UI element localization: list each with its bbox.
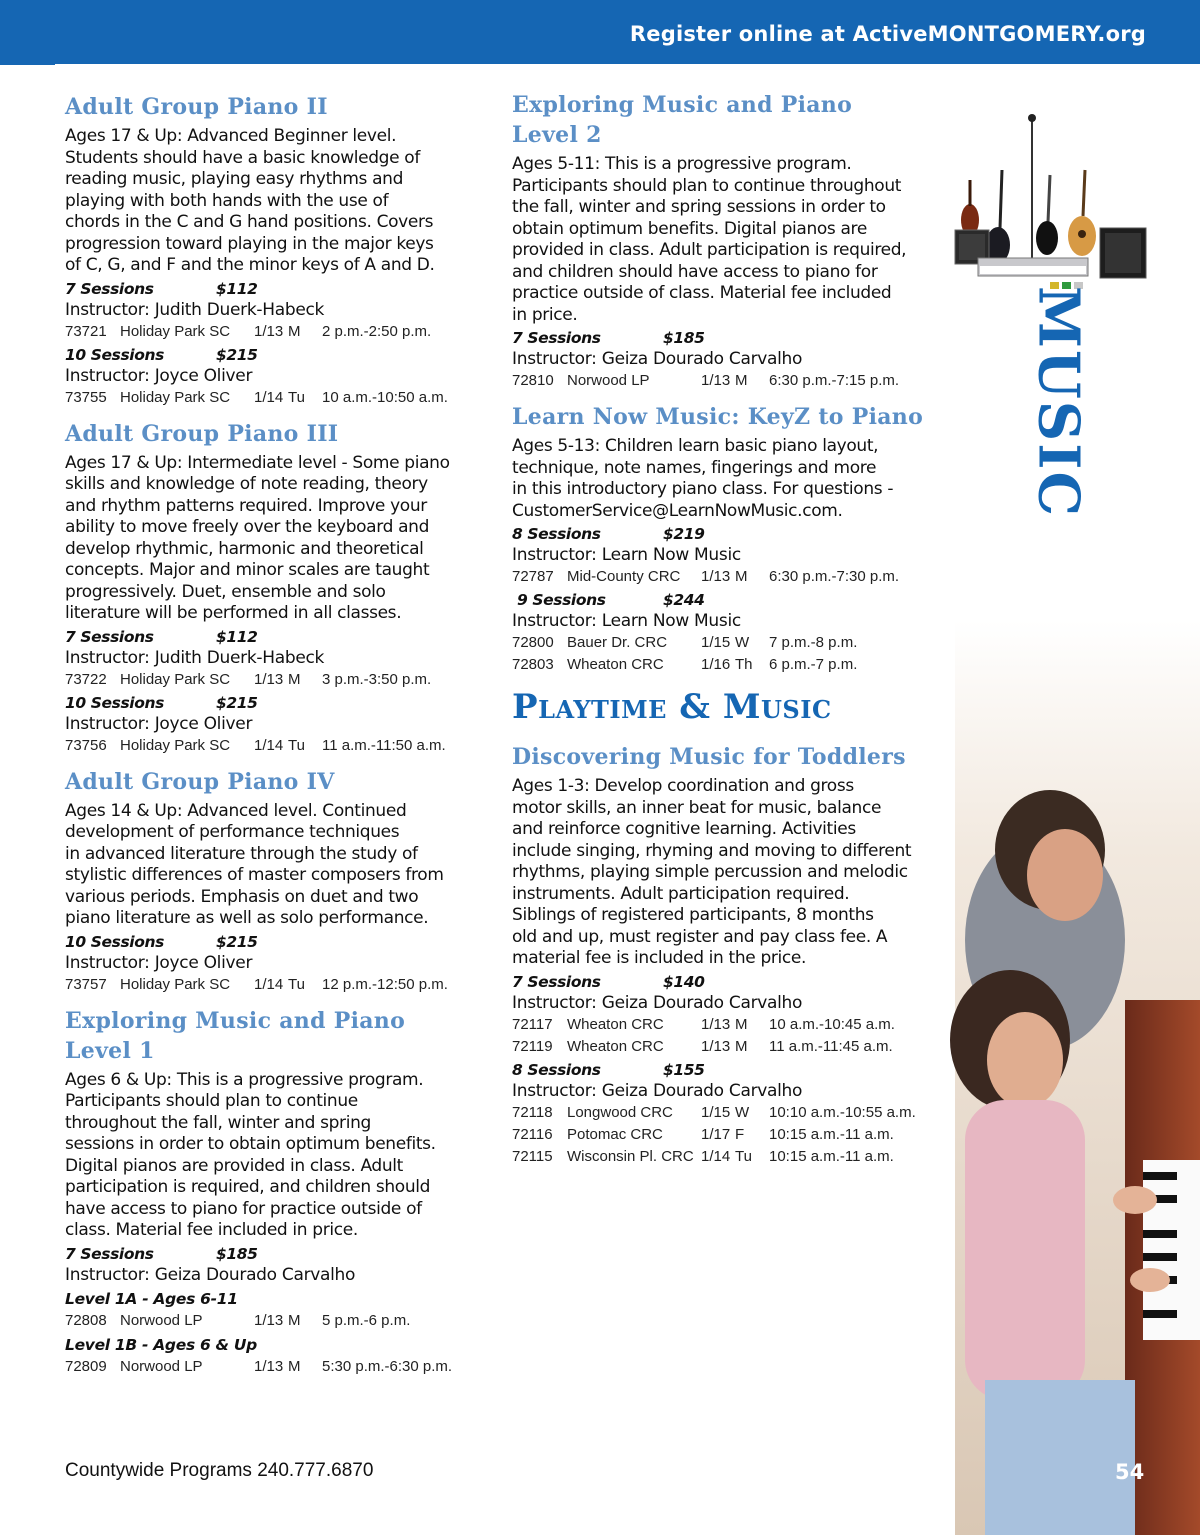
course-discovering-music-toddlers (512, 742, 942, 1168)
desc-line: Siblings of registered participants, 8 months (512, 905, 874, 925)
course-exploring-level-2 (512, 90, 942, 392)
title-line: Exploring Music and Piano (512, 92, 853, 118)
class-code: 72119 (512, 1037, 553, 1055)
class-location: Holiday Park SC (120, 975, 231, 993)
desc-line: technique, note names, fingerings and more (512, 457, 877, 478)
desc-line: Participants should plan to continue throughout (512, 175, 902, 196)
level-label: Level 1A - Ages 6-11 (65, 1289, 238, 1308)
instructor: Instructor: Geiza Dourado Carvalho (512, 992, 803, 1013)
desc-line: participation is required, and children should (65, 1177, 431, 1197)
course-title (65, 1006, 477, 1066)
course-adult-piano-4 (65, 767, 477, 996)
session-info (65, 627, 477, 648)
class-row (65, 735, 477, 757)
class-date: 1/13 (254, 322, 284, 340)
class-row (65, 321, 477, 343)
level-label: Level 1B - Ages 6 & Up (65, 1335, 257, 1354)
desc-line: sessions in order to obtain optimum benefits. (65, 1134, 436, 1154)
left-column (65, 92, 477, 1388)
session-price: $215 (216, 693, 258, 712)
class-row (65, 387, 477, 409)
class-day: W (735, 634, 750, 651)
class-location: Bauer Dr. CRC (567, 634, 668, 651)
class-location: Norwood LP (567, 372, 650, 389)
class-time: 10:15 a.m.-11 a.m. (769, 1125, 894, 1143)
email-link[interactable]: CustomerService@LearnNowMusic.com. (512, 500, 843, 521)
session-count: 10 Sessions (65, 693, 164, 712)
session-info (65, 693, 477, 714)
desc-line: stylistic differences of master composers from (65, 865, 444, 885)
desc-line: ability to move freely over the keyboard and (65, 517, 430, 537)
class-code: 72810 (512, 372, 554, 389)
desc-line: the fall, winter and spring sessions in order to (512, 197, 886, 217)
class-time: 10 a.m.-10:50 a.m. (322, 388, 448, 406)
class-day: M (288, 322, 301, 340)
desc-line: Ages 14 & Up: Advanced level. Continued (65, 800, 407, 821)
course-title (512, 90, 942, 150)
class-date: 1/13 (254, 1357, 284, 1375)
class-time: 6:30 p.m.-7:15 p.m. (769, 372, 900, 389)
class-date: 1/14 (254, 388, 284, 406)
class-date: 1/14 (254, 736, 284, 754)
desc-line: and reinforce cognitive learning. Activities (512, 819, 856, 839)
class-code: 73755 (65, 388, 107, 406)
class-day: Tu (735, 1147, 752, 1165)
header-accent-rule (0, 62, 55, 65)
class-row (512, 1014, 942, 1036)
course-description (512, 436, 942, 522)
class-row (512, 1036, 942, 1058)
desc-line: reading music, playing easy rhythms and (65, 169, 404, 189)
class-date: 1/13 (701, 568, 731, 585)
session-price: $215 (216, 932, 258, 951)
title-line: Level 1 (65, 1037, 155, 1064)
middle-column (512, 90, 942, 1178)
instructor: Instructor: Joyce Oliver (65, 952, 253, 973)
course-description (65, 126, 477, 277)
desc-line: Ages 17 & Up: Intermediate level - Some piano (65, 452, 450, 473)
desc-line: piano literature as well as solo performance. (65, 908, 429, 928)
course-description (512, 154, 942, 326)
session-price: $112 (216, 627, 258, 646)
session-price: $155 (663, 1060, 705, 1079)
class-row (512, 1146, 942, 1168)
desc-line: instruments. Adult participation required. (512, 883, 850, 904)
class-day: M (735, 568, 748, 585)
desc-line: of C, G, and F and the minor keys of A and D. (65, 255, 435, 275)
session-info (65, 279, 477, 300)
course-title: Discovering Music for Toddlers (512, 744, 906, 770)
class-location: Holiday Park SC (120, 388, 231, 406)
desc-line: Ages 6 & Up: This is a progressive program. (65, 1069, 424, 1090)
instructor: Instructor: Judith Duerk-Habeck (65, 299, 325, 320)
class-time: 3 p.m.-3:50 p.m. (322, 670, 432, 688)
class-time: 11 a.m.-11:45 a.m. (769, 1037, 893, 1055)
session-info (65, 345, 477, 366)
desc-line: provided in class. Adult participation is required, (512, 240, 907, 260)
session-info (512, 1060, 942, 1081)
class-code: 72787 (512, 568, 554, 585)
desc-line: Ages 1-3: Develop coordination and gross (512, 776, 854, 796)
course-adult-piano-3 (65, 419, 477, 757)
class-row (65, 669, 477, 691)
register-link[interactable]: Register online at ActiveMONTGOMERY.org (629, 22, 1146, 46)
session-count: 7 Sessions (65, 627, 154, 646)
class-code: 72117 (512, 1015, 553, 1033)
session-count: 8 Sessions (512, 525, 601, 543)
footer-contact: Countywide Programs 240.777.6870 (65, 1460, 374, 1481)
class-day: W (735, 1103, 750, 1121)
class-row (512, 1102, 942, 1124)
class-day: M (735, 372, 748, 389)
session-price: $185 (216, 1244, 258, 1263)
class-date: 1/13 (701, 1015, 731, 1033)
class-location: Norwood LP (120, 1357, 203, 1375)
class-code: 72803 (512, 656, 554, 673)
class-day: M (288, 670, 301, 688)
class-day: M (735, 1037, 748, 1055)
class-day: Th (735, 656, 753, 673)
course-description (65, 801, 477, 930)
class-row (65, 1310, 477, 1332)
course-description (65, 1070, 477, 1242)
instructor: Instructor: Learn Now Music (512, 545, 741, 565)
desc-line: progression toward playing in the major keys (65, 233, 434, 254)
desc-line: concepts. Major and minor scales are taught (65, 560, 430, 580)
session-price: $185 (663, 329, 705, 347)
course-title: Adult Group Piano II (65, 94, 328, 120)
class-code: 73722 (65, 670, 107, 688)
session-count: 7 Sessions (65, 279, 154, 298)
class-location: Norwood LP (120, 1311, 203, 1329)
session-count: 7 Sessions (65, 1244, 154, 1263)
instructor: Instructor: Geiza Dourado Carvalho (65, 1264, 356, 1285)
course-exploring-level-1 (65, 1006, 477, 1378)
class-date: 1/17 (701, 1125, 731, 1143)
side-label-text: MUSIC (1025, 285, 1092, 519)
class-row (65, 974, 477, 996)
desc-line: have access to piano for practice outside of (65, 1198, 422, 1219)
course-title: Adult Group Piano IV (65, 768, 335, 795)
section-side-label (1024, 285, 1092, 519)
desc-line: various periods. Emphasis on duet and two (65, 886, 419, 907)
desc-line: and rhythm patterns required. Improve your (65, 495, 427, 516)
class-date: 1/15 (701, 1103, 731, 1121)
piano-lesson-photo (955, 620, 1200, 1535)
instructor: Instructor: Judith Duerk-Habeck (65, 647, 325, 668)
class-location: Wheaton CRC (567, 1015, 664, 1033)
class-code: 73721 (65, 322, 107, 340)
instructor: Instructor: Geiza Dourado Carvalho (512, 349, 803, 369)
class-time: 10 a.m.-10:45 a.m. (769, 1015, 895, 1033)
session-info (512, 972, 942, 993)
class-time: 5 p.m.-6 p.m. (322, 1311, 411, 1329)
class-time: 11 a.m.-11:50 a.m. (322, 736, 446, 754)
course-description (65, 453, 477, 625)
desc-line: material fee is included in the price. (512, 948, 807, 968)
session-count: 7 Sessions (512, 972, 601, 991)
class-time: 7 p.m.-8 p.m. (769, 634, 858, 651)
class-location: Holiday Park SC (120, 670, 231, 688)
instructor: Instructor: Learn Now Music (512, 611, 741, 631)
session-info (512, 328, 942, 349)
desc-line: Ages 17 & Up: Advanced Beginner level. (65, 126, 397, 146)
class-day: F (735, 1125, 745, 1143)
session-info (65, 1244, 477, 1265)
class-time: 12 p.m.-12:50 p.m. (322, 975, 448, 993)
class-code: 72116 (512, 1125, 553, 1143)
desc-line: progressively. Duet, ensemble and solo (65, 581, 386, 602)
class-time: 2 p.m.-2:50 p.m. (322, 322, 432, 340)
instructor: Instructor: Joyce Oliver (65, 713, 253, 734)
instructor: Instructor: Joyce Oliver (65, 365, 253, 386)
session-price: $219 (663, 525, 705, 543)
desc-line: in this introductory piano class. For questions - (512, 479, 894, 499)
class-location: Longwood CRC (567, 1103, 673, 1121)
course-keyz-to-piano (512, 402, 942, 676)
desc-line: Digital pianos are provided in class. Adult (65, 1155, 403, 1176)
desc-line: throughout the fall, winter and spring (65, 1112, 371, 1133)
course-title: Learn Now Music: KeyZ to Piano (512, 404, 924, 430)
course-description (512, 776, 942, 970)
class-day: M (288, 1311, 301, 1329)
class-date: 1/15 (701, 634, 731, 651)
desc-line: practice outside of class. Material fee included (512, 283, 892, 303)
desc-line: chords in the C and G hand positions. Covers (65, 212, 434, 232)
header-bar (0, 0, 1200, 64)
title-line: Level 2 (512, 122, 602, 148)
class-code: 72118 (512, 1103, 553, 1121)
class-location: Wisconsin Pl. CRC (567, 1147, 694, 1165)
class-row (65, 1356, 477, 1378)
desc-line: in price. (512, 304, 578, 325)
desc-line: rhythms, playing simple percussion and melodic (512, 862, 908, 882)
class-date: 1/13 (701, 372, 731, 389)
class-date: 1/13 (254, 670, 284, 688)
session-count: 8 Sessions (512, 1060, 601, 1079)
class-row (512, 370, 942, 392)
desc-line: development of performance techniques (65, 822, 400, 842)
section-heading: Playtime & Music (512, 687, 832, 727)
class-row (512, 1124, 942, 1146)
page-number: 54 (1115, 1460, 1145, 1484)
class-time: 5:30 p.m.-6:30 p.m. (322, 1357, 453, 1375)
desc-line: literature will be performed in all classes. (65, 603, 402, 623)
desc-line: in advanced literature through the study of (65, 843, 418, 864)
class-location: Potomac CRC (567, 1125, 663, 1143)
desc-line: motor skills, an inner beat for music, balance (512, 797, 882, 818)
desc-line: skills and knowledge of note reading, theory (65, 474, 428, 494)
desc-line: old and up, must register and pay class fee. A (512, 926, 888, 947)
class-day: Tu (288, 975, 305, 993)
desc-line: obtain optimum benefits. Digital pianos are (512, 218, 867, 239)
class-date: 1/16 (701, 656, 731, 673)
session-count: 9 Sessions (512, 591, 606, 609)
session-count: 10 Sessions (65, 932, 164, 951)
class-row (512, 654, 942, 676)
desc-line: playing with both hands with the use of (65, 190, 389, 211)
session-count: 7 Sessions (512, 329, 601, 347)
desc-line: Students should have a basic knowledge of (65, 147, 420, 168)
class-location: Holiday Park SC (120, 322, 231, 340)
class-day: Tu (288, 388, 305, 406)
class-code: 72115 (512, 1147, 553, 1165)
class-day: Tu (288, 736, 305, 754)
session-price: $215 (216, 345, 258, 364)
desc-line: Ages 5-11: This is a progressive program. (512, 154, 852, 174)
desc-line: and children should have access to piano for (512, 261, 878, 282)
course-adult-piano-2 (65, 92, 477, 409)
desc-line: include singing, rhyming and moving to different (512, 840, 912, 861)
class-code: 72808 (65, 1311, 107, 1329)
title-line: Exploring Music and Piano (65, 1007, 406, 1034)
class-location: Wheaton CRC (567, 656, 664, 673)
class-day: M (735, 1015, 748, 1033)
class-row (512, 632, 942, 654)
class-date: 1/14 (254, 975, 284, 993)
class-date: 1/13 (701, 1037, 731, 1055)
class-date: 1/14 (701, 1147, 731, 1165)
session-info (512, 524, 942, 545)
class-time: 6:30 p.m.-7:30 p.m. (769, 568, 900, 585)
class-day: M (288, 1357, 301, 1375)
session-count: 10 Sessions (65, 345, 164, 364)
class-code: 73757 (65, 975, 107, 993)
class-code: 72800 (512, 634, 554, 651)
class-code: 72809 (65, 1357, 107, 1375)
desc-line: Ages 5-13: Children learn basic piano layout, (512, 436, 879, 456)
class-code: 73756 (65, 736, 107, 754)
session-price: $140 (663, 972, 705, 991)
desc-line: develop rhythmic, harmonic and theoretical (65, 538, 424, 559)
class-location: Wheaton CRC (567, 1037, 664, 1055)
class-time: 10:15 a.m.-11 a.m. (769, 1147, 894, 1165)
session-price: $244 (663, 591, 705, 609)
class-location: Holiday Park SC (120, 736, 231, 754)
class-time: 10:10 a.m.-10:55 a.m. (769, 1103, 916, 1121)
class-row (512, 566, 942, 588)
class-date: 1/13 (254, 1311, 284, 1329)
course-title: Adult Group Piano III (65, 420, 339, 447)
instruments-illustration (950, 110, 1160, 300)
class-location: Mid-County CRC (567, 568, 681, 585)
session-price: $112 (216, 279, 258, 298)
class-time: 6 p.m.-7 p.m. (769, 656, 858, 673)
session-info (512, 590, 942, 611)
instructor: Instructor: Geiza Dourado Carvalho (512, 1080, 803, 1101)
session-info (65, 932, 477, 953)
desc-line: Participants should plan to continue (65, 1091, 358, 1111)
desc-line: class. Material fee included in price. (65, 1220, 358, 1240)
